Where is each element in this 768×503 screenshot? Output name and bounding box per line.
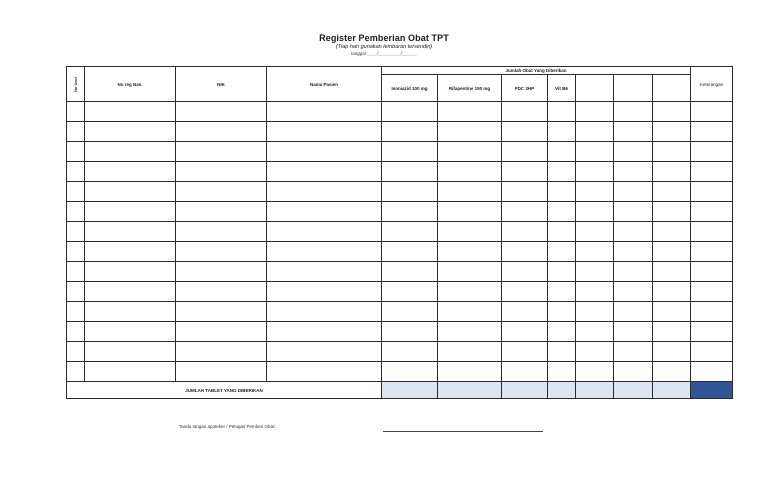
cell-nama-pasien[interactable] xyxy=(267,122,382,142)
cell-nik[interactable] xyxy=(176,262,267,282)
cell-blank-1[interactable] xyxy=(576,122,614,142)
cell-fdc-3hp[interactable] xyxy=(502,322,548,342)
cell-no-urut[interactable] xyxy=(67,142,85,162)
cell-no-urut[interactable] xyxy=(67,102,85,122)
total-cell-vit-b6[interactable] xyxy=(548,382,576,399)
cell-blank-2[interactable] xyxy=(614,282,653,302)
cell-blank-1[interactable] xyxy=(576,342,614,362)
cell-nama-pasien[interactable] xyxy=(267,262,382,282)
col-no-reg: No reg Nas. xyxy=(85,67,176,102)
cell-vit-b6[interactable] xyxy=(548,122,576,142)
cell-fdc-3hp[interactable] xyxy=(502,182,548,202)
cell-no-urut[interactable] xyxy=(67,242,85,262)
table-row xyxy=(67,322,733,342)
cell-nama-pasien[interactable] xyxy=(267,302,382,322)
cell-nik[interactable] xyxy=(176,122,267,142)
cell-keterangan[interactable] xyxy=(691,242,733,262)
cell-blank-3[interactable] xyxy=(653,162,691,182)
cell-isoniazid[interactable] xyxy=(382,362,438,382)
cell-isoniazid[interactable] xyxy=(382,242,438,262)
cell-no-reg[interactable] xyxy=(85,242,176,262)
cell-blank-3[interactable] xyxy=(653,242,691,262)
form-subtitle: (Tiap hari gunakan lembaran tersendiri) xyxy=(335,44,433,50)
cell-blank-2[interactable] xyxy=(614,342,653,362)
cell-nik[interactable] xyxy=(176,102,267,122)
col-drug-rifapentine: Rifapentine 150 mg xyxy=(438,75,502,102)
col-nik: NIK xyxy=(176,67,267,102)
cell-keterangan[interactable] xyxy=(691,102,733,122)
cell-isoniazid[interactable] xyxy=(382,322,438,342)
total-row xyxy=(67,382,733,399)
cell-blank-1[interactable] xyxy=(576,302,614,322)
cell-rifapentine[interactable] xyxy=(438,242,502,262)
cell-blank-3[interactable] xyxy=(653,182,691,202)
cell-blank-3[interactable] xyxy=(653,122,691,142)
cell-isoniazid[interactable] xyxy=(382,262,438,282)
cell-nama-pasien[interactable] xyxy=(267,162,382,182)
cell-keterangan[interactable] xyxy=(691,182,733,202)
cell-keterangan[interactable] xyxy=(691,222,733,242)
cell-keterangan[interactable] xyxy=(691,302,733,322)
cell-no-reg[interactable] xyxy=(85,122,176,142)
total-cell-blank-2[interactable] xyxy=(614,382,653,399)
cell-blank-2[interactable] xyxy=(614,162,653,182)
cell-blank-2[interactable] xyxy=(614,302,653,322)
col-drug-blank-3 xyxy=(653,75,691,102)
cell-rifapentine[interactable] xyxy=(438,102,502,122)
cell-fdc-3hp[interactable] xyxy=(502,242,548,262)
col-group-jumlah-obat: Jumlah Obat Yang Diberikan xyxy=(382,67,691,75)
cell-no-urut[interactable] xyxy=(67,122,85,142)
table-row xyxy=(67,282,733,302)
cell-no-urut[interactable] xyxy=(67,202,85,222)
cell-no-reg[interactable] xyxy=(85,222,176,242)
cell-keterangan[interactable] xyxy=(691,142,733,162)
col-nama-pasien: Nama Pasien xyxy=(267,67,382,102)
cell-isoniazid[interactable] xyxy=(382,142,438,162)
cell-fdc-3hp[interactable] xyxy=(502,302,548,322)
cell-no-reg[interactable] xyxy=(85,342,176,362)
cell-vit-b6[interactable] xyxy=(548,202,576,222)
cell-keterangan[interactable] xyxy=(691,122,733,142)
col-no-urut-label: No Urut xyxy=(72,76,78,92)
cell-fdc-3hp[interactable] xyxy=(502,342,548,362)
cell-blank-3[interactable] xyxy=(653,282,691,302)
cell-nama-pasien[interactable] xyxy=(267,102,382,122)
cell-nama-pasien[interactable] xyxy=(267,282,382,302)
cell-vit-b6[interactable] xyxy=(548,282,576,302)
cell-nik[interactable] xyxy=(176,342,267,362)
cell-no-urut[interactable] xyxy=(67,302,85,322)
cell-no-urut[interactable] xyxy=(67,282,85,302)
cell-nama-pasien[interactable] xyxy=(267,362,382,382)
cell-blank-2[interactable] xyxy=(614,262,653,282)
cell-blank-3[interactable] xyxy=(653,202,691,222)
cell-vit-b6[interactable] xyxy=(548,242,576,262)
cell-fdc-3hp[interactable] xyxy=(502,222,548,242)
cell-keterangan[interactable] xyxy=(691,342,733,362)
form-header xyxy=(0,33,768,56)
cell-isoniazid[interactable] xyxy=(382,222,438,242)
cell-isoniazid[interactable] xyxy=(382,202,438,222)
col-keterangan: Keterangan xyxy=(691,67,733,102)
signature-line[interactable] xyxy=(383,431,543,432)
table-row xyxy=(67,362,733,382)
cell-nama-pasien[interactable] xyxy=(267,182,382,202)
cell-blank-1[interactable] xyxy=(576,362,614,382)
cell-no-urut[interactable] xyxy=(67,222,85,242)
table-row xyxy=(67,262,733,282)
cell-keterangan[interactable] xyxy=(691,362,733,382)
cell-vit-b6[interactable] xyxy=(548,222,576,242)
cell-isoniazid[interactable] xyxy=(382,282,438,302)
cell-blank-1[interactable] xyxy=(576,262,614,282)
cell-fdc-3hp[interactable] xyxy=(502,122,548,142)
col-drug-vit-b6: Vit B6 xyxy=(548,75,576,102)
cell-no-reg[interactable] xyxy=(85,262,176,282)
cell-blank-1[interactable] xyxy=(576,222,614,242)
cell-blank-2[interactable] xyxy=(614,242,653,262)
table-row xyxy=(67,142,733,162)
cell-nik[interactable] xyxy=(176,182,267,202)
cell-blank-2[interactable] xyxy=(614,142,653,162)
cell-keterangan[interactable] xyxy=(691,162,733,182)
cell-rifapentine[interactable] xyxy=(438,182,502,202)
cell-nik[interactable] xyxy=(176,322,267,342)
cell-no-urut[interactable] xyxy=(67,182,85,202)
cell-rifapentine[interactable] xyxy=(438,362,502,382)
cell-isoniazid[interactable] xyxy=(382,302,438,322)
total-cell-isoniazid[interactable] xyxy=(382,382,438,399)
cell-blank-2[interactable] xyxy=(614,182,653,202)
cell-fdc-3hp[interactable] xyxy=(502,282,548,302)
cell-fdc-3hp[interactable] xyxy=(502,142,548,162)
cell-nama-pasien[interactable] xyxy=(267,202,382,222)
cell-vit-b6[interactable] xyxy=(548,102,576,122)
cell-keterangan[interactable] xyxy=(691,262,733,282)
cell-nik[interactable] xyxy=(176,222,267,242)
cell-nama-pasien[interactable] xyxy=(267,242,382,262)
table-row xyxy=(67,102,733,122)
cell-no-reg[interactable] xyxy=(85,202,176,222)
total-label: JUMLAH TABLET YANG DIBERIKAN xyxy=(67,382,382,399)
cell-blank-3[interactable] xyxy=(653,322,691,342)
cell-blank-2[interactable] xyxy=(614,322,653,342)
cell-no-reg[interactable] xyxy=(85,302,176,322)
table-row xyxy=(67,222,733,242)
cell-vit-b6[interactable] xyxy=(548,142,576,162)
cell-vit-b6[interactable] xyxy=(548,162,576,182)
cell-rifapentine[interactable] xyxy=(438,262,502,282)
cell-rifapentine[interactable] xyxy=(438,142,502,162)
cell-rifapentine[interactable] xyxy=(438,162,502,182)
signature-label: Tanda tangan apoteker / Petugas Pemberi Obat: xyxy=(179,424,276,429)
table-row xyxy=(67,182,733,202)
cell-blank-3[interactable] xyxy=(653,262,691,282)
cell-isoniazid[interactable] xyxy=(382,102,438,122)
cell-blank-3[interactable] xyxy=(653,142,691,162)
cell-isoniazid[interactable] xyxy=(382,182,438,202)
cell-no-reg[interactable] xyxy=(85,162,176,182)
table-row xyxy=(67,342,733,362)
cell-isoniazid[interactable] xyxy=(382,162,438,182)
cell-blank-3[interactable] xyxy=(653,342,691,362)
cell-blank-1[interactable] xyxy=(576,162,614,182)
table-row xyxy=(67,162,733,182)
cell-rifapentine[interactable] xyxy=(438,302,502,322)
table-row xyxy=(67,122,733,142)
cell-no-urut[interactable] xyxy=(67,322,85,342)
cell-keterangan[interactable] xyxy=(691,282,733,302)
cell-vit-b6[interactable] xyxy=(548,302,576,322)
cell-blank-3[interactable] xyxy=(653,102,691,122)
cell-fdc-3hp[interactable] xyxy=(502,202,548,222)
cell-blank-1[interactable] xyxy=(576,202,614,222)
cell-blank-2[interactable] xyxy=(614,202,653,222)
cell-blank-1[interactable] xyxy=(576,142,614,162)
cell-no-reg[interactable] xyxy=(85,102,176,122)
cell-blank-3[interactable] xyxy=(653,362,691,382)
cell-blank-1[interactable] xyxy=(576,102,614,122)
cell-blank-3[interactable] xyxy=(653,302,691,322)
table-row xyxy=(67,202,733,222)
cell-vit-b6[interactable] xyxy=(548,182,576,202)
table-row xyxy=(67,242,733,262)
cell-blank-1[interactable] xyxy=(576,282,614,302)
cell-vit-b6[interactable] xyxy=(548,342,576,362)
cell-nik[interactable] xyxy=(176,282,267,302)
total-cell-keterangan xyxy=(691,382,733,399)
total-cell-fdc-3hp[interactable] xyxy=(502,382,548,399)
col-drug-isoniazid: Isoniazid 100 mg xyxy=(382,75,438,102)
cell-isoniazid[interactable] xyxy=(382,122,438,142)
cell-nik[interactable] xyxy=(176,162,267,182)
cell-blank-2[interactable] xyxy=(614,362,653,382)
cell-fdc-3hp[interactable] xyxy=(502,102,548,122)
cell-fdc-3hp[interactable] xyxy=(502,362,548,382)
table-row xyxy=(67,302,733,322)
cell-blank-2[interactable] xyxy=(614,102,653,122)
cell-no-urut[interactable] xyxy=(67,342,85,362)
cell-no-urut[interactable] xyxy=(67,162,85,182)
cell-no-reg[interactable] xyxy=(85,322,176,342)
cell-nama-pasien[interactable] xyxy=(267,342,382,362)
date-field[interactable]: tanggal ____/_________/______ xyxy=(350,51,418,56)
cell-vit-b6[interactable] xyxy=(548,362,576,382)
col-drug-blank-1 xyxy=(576,75,614,102)
cell-no-urut[interactable] xyxy=(67,262,85,282)
cell-vit-b6[interactable] xyxy=(548,322,576,342)
cell-blank-2[interactable] xyxy=(614,122,653,142)
col-no-urut xyxy=(67,67,85,102)
cell-nik[interactable] xyxy=(176,362,267,382)
total-cell-blank-1[interactable] xyxy=(576,382,614,399)
cell-rifapentine[interactable] xyxy=(438,222,502,242)
cell-blank-1[interactable] xyxy=(576,242,614,262)
cell-rifapentine[interactable] xyxy=(438,342,502,362)
cell-blank-1[interactable] xyxy=(576,182,614,202)
cell-nama-pasien[interactable] xyxy=(267,322,382,342)
cell-isoniazid[interactable] xyxy=(382,342,438,362)
cell-blank-1[interactable] xyxy=(576,322,614,342)
cell-blank-2[interactable] xyxy=(614,222,653,242)
cell-nik[interactable] xyxy=(176,242,267,262)
cell-blank-3[interactable] xyxy=(653,222,691,242)
col-drug-fdc-3hp: FDC 3HP xyxy=(502,75,548,102)
cell-rifapentine[interactable] xyxy=(438,122,502,142)
total-cell-blank-3[interactable] xyxy=(653,382,691,399)
cell-rifapentine[interactable] xyxy=(438,202,502,222)
cell-nik[interactable] xyxy=(176,202,267,222)
cell-fdc-3hp[interactable] xyxy=(502,162,548,182)
cell-no-urut[interactable] xyxy=(67,362,85,382)
cell-keterangan[interactable] xyxy=(691,322,733,342)
cell-keterangan[interactable] xyxy=(691,202,733,222)
cell-nama-pasien[interactable] xyxy=(267,142,382,162)
cell-no-reg[interactable] xyxy=(85,142,176,162)
cell-no-reg[interactable] xyxy=(85,282,176,302)
register-table xyxy=(66,66,733,399)
register-rows xyxy=(67,102,733,382)
form-title: Register Pemberian Obat TPT xyxy=(319,33,449,43)
cell-nik[interactable] xyxy=(176,142,267,162)
cell-no-reg[interactable] xyxy=(85,182,176,202)
col-drug-blank-2 xyxy=(614,75,653,102)
cell-nik[interactable] xyxy=(176,302,267,322)
cell-no-reg[interactable] xyxy=(85,362,176,382)
cell-nama-pasien[interactable] xyxy=(267,222,382,242)
cell-vit-b6[interactable] xyxy=(548,262,576,282)
cell-fdc-3hp[interactable] xyxy=(502,262,548,282)
cell-rifapentine[interactable] xyxy=(438,322,502,342)
total-cell-rifapentine[interactable] xyxy=(438,382,502,399)
cell-rifapentine[interactable] xyxy=(438,282,502,302)
